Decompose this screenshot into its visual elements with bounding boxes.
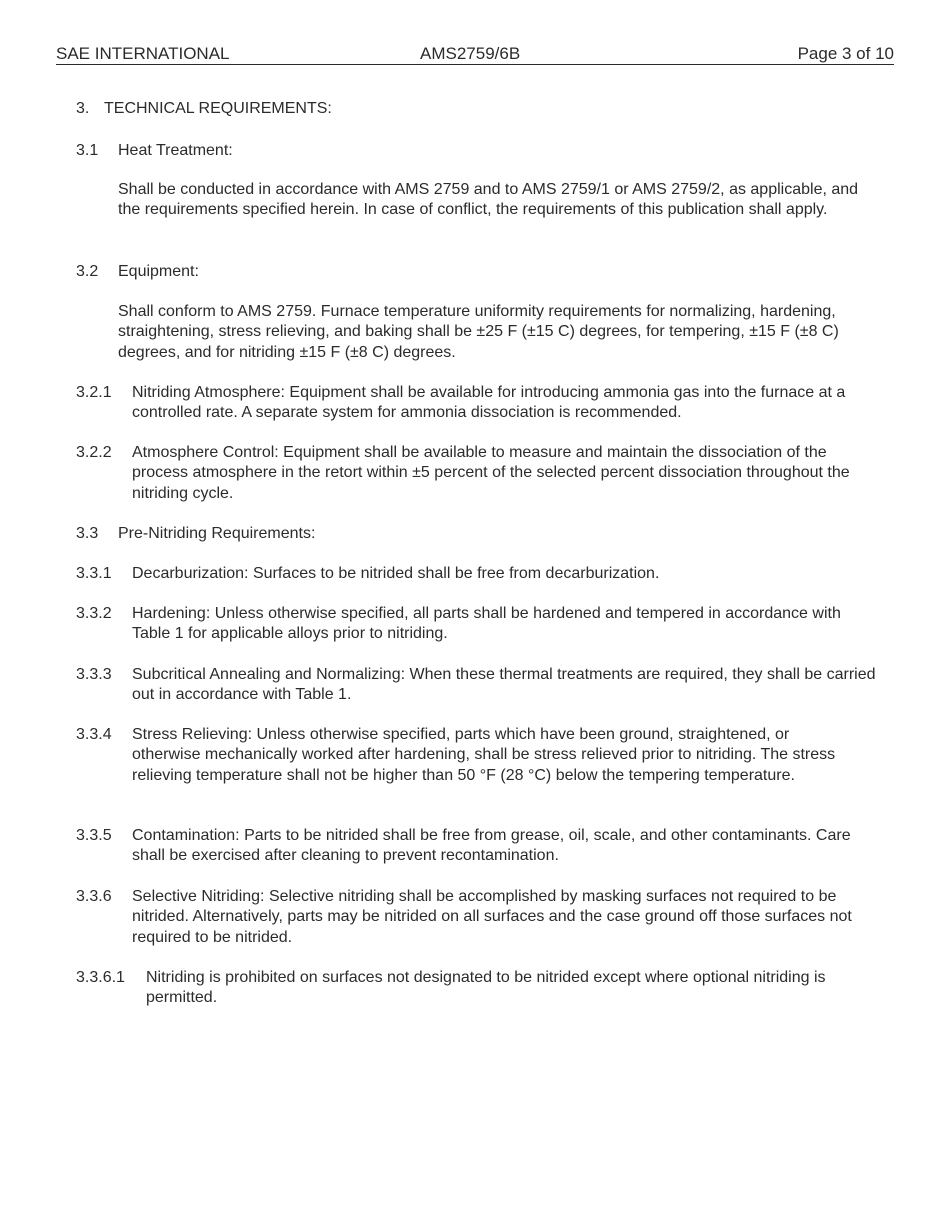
section-3-3-2-body: Hardening: Unless otherwise specified, all parts shall be hardened and tempered in accordance with Table 1 for applicable alloys prior to nitriding. — [132, 605, 841, 643]
section-3-2-1-body: Nitriding Atmosphere: Equipment shall be available for introducing ammonia gas into the furnace at a controlled rate. A separate system for ammonia dissociation is recommended. — [132, 384, 846, 422]
section-3-2-2-body: Atmosphere Control: Equipment shall be available to measure and maintain the dissociation of the process atmosphere in the retort within ±5 percent of the selected percent dissociation throughout the nitriding cycle. — [132, 444, 850, 502]
section-3-2-body: Shall conform to AMS 2759. Furnace temperature uniformity requirements for normalizing, hardening, straightening, stress relieving, and baking shall be ±25 F (±15 C) degrees, for tempering, ±15 F (±8 C) degrees, and for nitriding ±15 F (±8 C) degrees. — [118, 303, 839, 361]
section-3-3-6-1-body: Nitriding is prohibited on surfaces not designated to be nitrided except where optional nitriding is permitted. — [146, 969, 826, 1007]
section-3-1-number: 3.1 — [76, 142, 99, 159]
section-3-title: TECHNICAL REQUIREMENTS: — [104, 100, 332, 117]
section-3-3-6-1-number: 3.3.6.1 — [76, 969, 125, 986]
section-3-3-4-body: Stress Relieving: Unless otherwise specified, parts which have been ground, straightened, or otherwise mechanically worked after hardening, shall be stress relieved prior to nitriding. The stress relieving temperature shall not be higher than 50 °F (28 °C) below the tempering temperature. — [132, 726, 836, 784]
section-3-3-6-number: 3.3.6 — [76, 888, 112, 905]
section-3-3-3-body: Subcritical Annealing and Normalizing: When these thermal treatments are required, they shall be carried out in accordance with Table 1. — [132, 666, 876, 704]
section-3-1-body: Shall be conducted in accordance with AMS 2759 and to AMS 2759/1 or AMS 2759/2, as applicable, and the requirements specified herein. In case of conflict, the requirements of this publication shall apply. — [118, 181, 859, 219]
organization-name: SAE INTERNATIONAL — [56, 44, 230, 63]
section-3-3-5-body: Contamination: Parts to be nitrided shall be free from grease, oil, scale, and other contaminants. Care shall be exercised after cleaning to prevent recontamination. — [132, 827, 851, 865]
section-3-3-title: Pre-Nitriding Requirements: — [118, 525, 316, 542]
section-3-number: 3. — [76, 100, 90, 117]
section-3-3-4-number: 3.3.4 — [76, 726, 112, 743]
document-id: AMS2759/6B — [420, 44, 521, 63]
section-3-2-number: 3.2 — [76, 263, 99, 280]
section-3-3-1-body: Decarburization: Surfaces to be nitrided shall be free from decarburization. — [132, 565, 660, 582]
section-3-3-2-number: 3.3.2 — [76, 605, 112, 622]
page-header — [56, 44, 894, 65]
section-3-3-3-number: 3.3.3 — [76, 666, 112, 683]
section-3-2-title: Equipment: — [118, 263, 199, 280]
section-3-3-6-body: Selective Nitriding: Selective nitriding shall be accomplished by masking surfaces not required to be nitrided. Alternatively, parts may be nitrided on all surfaces and the case ground off those surfaces not required to be nitrided. — [132, 888, 852, 946]
section-3-1-title: Heat Treatment: — [118, 142, 233, 159]
section-3-2-2-number: 3.2.2 — [76, 444, 112, 461]
section-3-3-1-number: 3.3.1 — [76, 565, 112, 582]
section-3-3-5-number: 3.3.5 — [76, 827, 112, 844]
section-3-3-number: 3.3 — [76, 525, 99, 542]
section-3-2-1-number: 3.2.1 — [76, 384, 112, 401]
page-number: Page 3 of 10 — [797, 44, 894, 63]
